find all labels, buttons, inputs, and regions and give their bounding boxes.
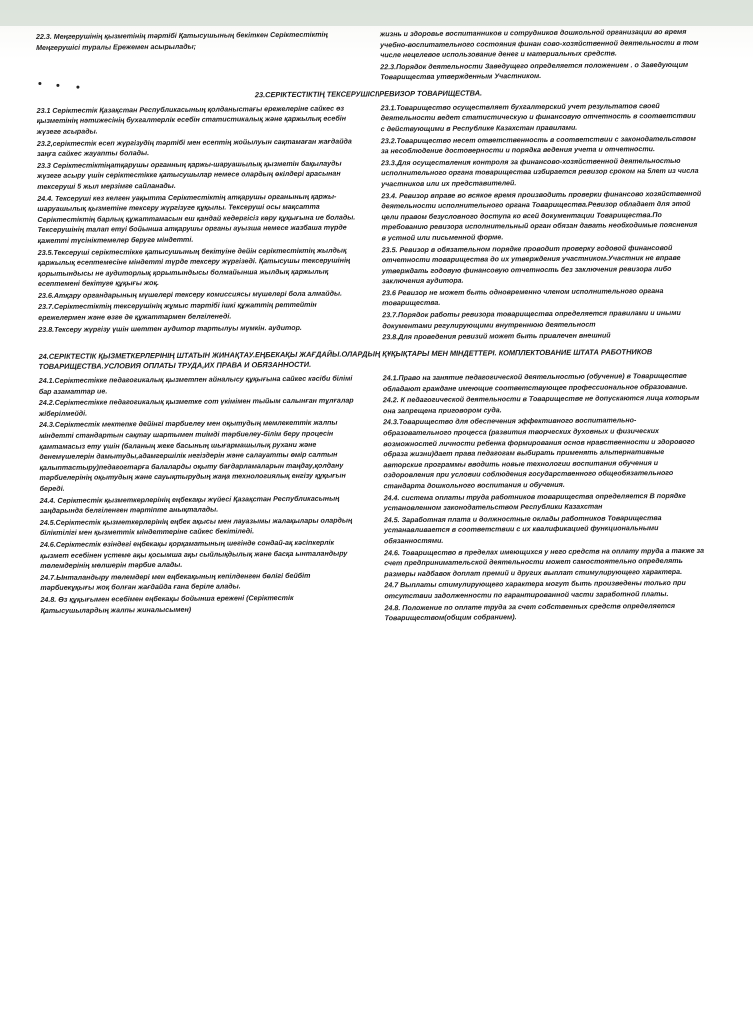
paragraph: 23.3 Серіктестіктіңатқарушы органның қаржы-шаруашылық қызметін бақылауды жүзеге асыру үшін серіктестікке қатысушылар немесе олардың өкілдері арасынан тексеруші 5 жыл мерзімге сайланады.: [37, 159, 342, 191]
section-23-ru-column: [373, 101, 703, 345]
scan-specks: [36, 78, 356, 89]
paragraph: 23.3.Для осуществления контроля за финансово-хозяйственной деятельностью исполнительного органа товарищества избирается ревизор сроком на 5лет из числа участников или их представителей.: [381, 156, 699, 189]
paragraph: 23.7.Серіктестіктің тексерушінің жұмыс тәртібі ішкі құжаттің реттейтін ережелермен және өзге де құжаттармен белгіленеді.: [38, 301, 317, 323]
top-right-column: [372, 27, 700, 86]
paragraph: 24.1.Серіктестікке педагогикалық қызметпен айналысу құқығына сайкес кәсіби білімі бар азаматтар ие.: [38, 374, 353, 396]
paragraph: 24.2.Серіктестікке педагогикалық қызметке сот үкімімен тыйым салынған тұлғалар жіберілмейді.: [38, 396, 354, 418]
scan-edge: [0, 0, 753, 26]
paragraph-22-3-kz: 22.3. Меңгерушінің қызметінің тәртібі Қатысушының бекіткен Серіктестіктің Меңгерушісі туралы Ережемен асырылады;: [36, 30, 328, 52]
paragraph: 24.8. Положение по оплате труда за счет собственных средств определяется Товариществом(общим собранием).: [384, 601, 676, 623]
paragraph: 23.8.Для проведения ревизий может быть привлечен внешний: [382, 331, 611, 342]
paragraph: 23.5. Ревизор в обязательном порядке проводит проверку годовой финансовой отчетности товарищества до их утверждения участником.Участник не вправе утверждать годовую финансовую отчетность без заключения ревизора либо заключения аудитора.: [381, 243, 681, 286]
section-24-heading: 24.СЕРІКТЕСТІК ҚЫЗМЕТКЕРЛЕРІНІҢ ШТАТЫН ЖИНАҚТАУ.ЕҢБЕКАҚЫ ЖАҒДАЙЫ.ОЛАРДЫҢ ҚҰҚЫҚТАРЫ МЕН МІНДЕТТЕРІ. КОМПЛЕКТОВАНИЕ ШТАТА РАБОТНИКОВ ТОВАРИЩЕСТВА.УСЛОВИЯ ОПЛАТЫ ТРУДА,ИХ ПРАВА И ОБЯЗАННОСТИ.: [38, 347, 653, 372]
paragraph: 23.8.Тексеру жүргізу үшін шеттен аудитор тартылуы мүмкін. аудитор.: [38, 323, 302, 334]
document-body: [36, 27, 705, 628]
paragraph: 24.7.Ынталандыру төлемдері мен еңбекақының кепілденген бөлігі бейбіт тәрбиекұқығы жоқ болған жағдайда ғана беріле алады.: [40, 571, 311, 593]
paragraph: 24.2. К педагогической деятельности в Товариществе не допускаются лица которым она запрещена приговором суда.: [382, 394, 700, 416]
top-left-column: [36, 29, 356, 88]
paragraph: 23.4. Ревизор вправе во всякое время производить проверки финансово хозяйственной деятельности исполнительного органа Товарищества.Ревизор обладает для этой цели правом безусловного доступа ко всей документации Товарищества.По требованию ревизора исполнительный орган обязан давать необходимые пояснения в устной или письменной форме.: [381, 189, 702, 243]
section-23-heading: 23.СЕРІКТЕСТІКТІҢ ТЕКСЕРУШІСІ\РЕВИЗОР ТОВАРИЩЕСТВА.: [254, 88, 483, 100]
paragraph: 23.6 Ревизор не может быть одновременно членом исполнительного органа товарищества.: [382, 286, 664, 308]
paragraph: 24.3.Товарищество для обеспечения эффективного воспитательно-образовательного процесса (развития творческих духовных и физических возможностей личности ребенка формирования основ нравственности и здорового образа жизни)дает права педагогам выбирать применять альтернативные авторские программы вводить новые технологии воспитания обучения и оздоровления при условии соблюдения государственного общеобязательного стандарта дошкольного воспитания и обучения.: [383, 416, 695, 491]
paragraph: 24.6.Серіктестік өзіндегі еңбекақы қорқаматының шегінде сондай-ақ кәсіпкерлік қызмет есебінен үстеме ақы қосымша ақы сыйлықдылық және басқа ынталандыру төлемдерінің мөлшерін тәрбие алады.: [39, 538, 348, 571]
paragraph: 24.8. Өз құқығымен есебімен еңбекақы бойынша ережені (Серіктестік Қатысушылардың жалпы жиналысымен): [40, 593, 294, 615]
paragraph: 24.4. Серіктестік қызметкерлерінің еңбекақы жүйесі Қазақстан Республикасының заңдарында белгіленген тәртіпте анықталады.: [39, 494, 340, 516]
paragraph: 23.2.Товарищество несет ответственность в соответствии с законодательством за несоблюдение достоверности и порядка ведения учета и отчетности.: [380, 134, 696, 156]
section-23-kz-column: [37, 103, 359, 347]
paragraph: 24.6. Товарищество в пределах имеющихся у него средств на оплату труда а также за счет предпринимательской деятельности может самостоятельно определять размеры надбавок доплат премий и других выплат стимулирующего характера.: [384, 546, 705, 579]
paragraph: 24.5.Серіктестік қызметкерлерінің еңбек ақысы мен лауазымы жалақылары олардың біліктілігі мен қызметтік міндеттеріне сайкес бекітіледі.: [39, 516, 353, 538]
section-24: [39, 371, 705, 628]
section-23: [37, 101, 703, 347]
paragraph-22-2-ru-tail: жизнь и здоровье воспитанников и сотрудников дошкольной организации во время учебно-воспитательного состояния финан сово-хозяйственной деятельности в том числе нецелевое использование денег и материальных средств.: [379, 27, 699, 60]
paragraph: 24.4. Тексеруші кез келген уақытта Серіктестіктің атқарушы органының қаржы-шаруашылық қызметіне тексеру жүргізуге құқылы. Тексеруші осы мақсатта Серіктестіктің барлық құжаттамасын еш қандай кедергісіз көру құқығына ие болады. Тексерушінің талап етуі бойынша атқарушы органы ауызша немесе жазбаша түрде қажетті түсініктемелер беруге міндетті.: [37, 192, 356, 245]
paragraph: 23.6.Атқару органдарының мүшелері тексеру комиссиясы мүшелері бола алмайды.: [38, 289, 343, 300]
paragraph: 24.4. система оплаты труда работников товарищества определяется В порядке установленном законодательством Республики Казахстан: [383, 491, 686, 513]
paragraph: 24.1.Право на занятие педагогической деятельностью (обучение) в Товариществе обладают граждане имеющие соответствующее профессиональное образование.: [382, 371, 688, 393]
paragraph: 23.2,серіктестік есеп жүргізудің тәртібі мен есептің жойылуын сақтамаған жағдайда заңға сайкес жауапты болады.: [36, 137, 352, 159]
paragraph: 23.7.Порядок работы ревизора товарищества определяется правилами и иными документами регулирующими внутреннюю деятельност: [382, 309, 681, 330]
section-24-ru-column: [375, 371, 705, 625]
paragraph: 24.5. Заработная плата и должностные оклады работников Товарищества устанавливается в соответствии с их квалификацией функциональными обязанностями.: [383, 513, 662, 546]
top-block: [36, 27, 700, 88]
paragraph: 23.1 Серіктестік Қазақстан Республикасының қолданыстағы ережелеріне сайкес өз қызметінің нәтижесінің бухгалтерлік есебін статистикалық және қаржылық есебін жүзеге асырады.: [36, 104, 347, 136]
paragraph: 24.3.Серіктестік мектепке дейінгі тәрбиелеу мен оқытудың мемлекеттік жалпы міндетті стандартын сақтау шартымен тиімді тәрбиелеу-білім беру процесін қамтамасыз ету үшін (баланың жеке басының шығармашылық рухани және денемүшелерін дамытуды,адамгершілік негіздерін және салауатты өмір салтын қалыптастыру)педагогтарға балаларды оқыту бағдарламаларын таңдау,қолдану тәрбиелерінің оқытудың және сауықтырудың жаңа технологиялық енгізу құқығын береді.: [39, 419, 346, 493]
paragraph: 23.1.Товарищество осуществляет бухгалтерский учет результатов своей деятельности ведет статистическую и финансовую отчетность в соответствии с действующими в Республике Казахстан правилами.: [380, 101, 696, 134]
paragraph: 24.7 Выплаты стимулирующего характера могут быть произведены только при отсутствии задолженности по гарантированной части заработной платы.: [384, 579, 686, 601]
section-24-kz-column: [39, 374, 361, 628]
paragraph: 23.5.Тексеруші серіктестікке қатысушының бекітуіне дейін серіктестіктің жылдық қаржылық есептемесіне міндетті түрде тексеру жүргізеді. Қатысушы тексерушінің қорытындысы не аудиторлық қорытындысы болмайынша жылдық қаржылық есептемені бекітуге құқығы жоқ.: [37, 246, 351, 289]
paragraph-22-3-ru: 22.3.Порядок деятельности Заведущего определяется положением . о Заведующим Товарищества утвержденным Участником.: [380, 60, 689, 82]
